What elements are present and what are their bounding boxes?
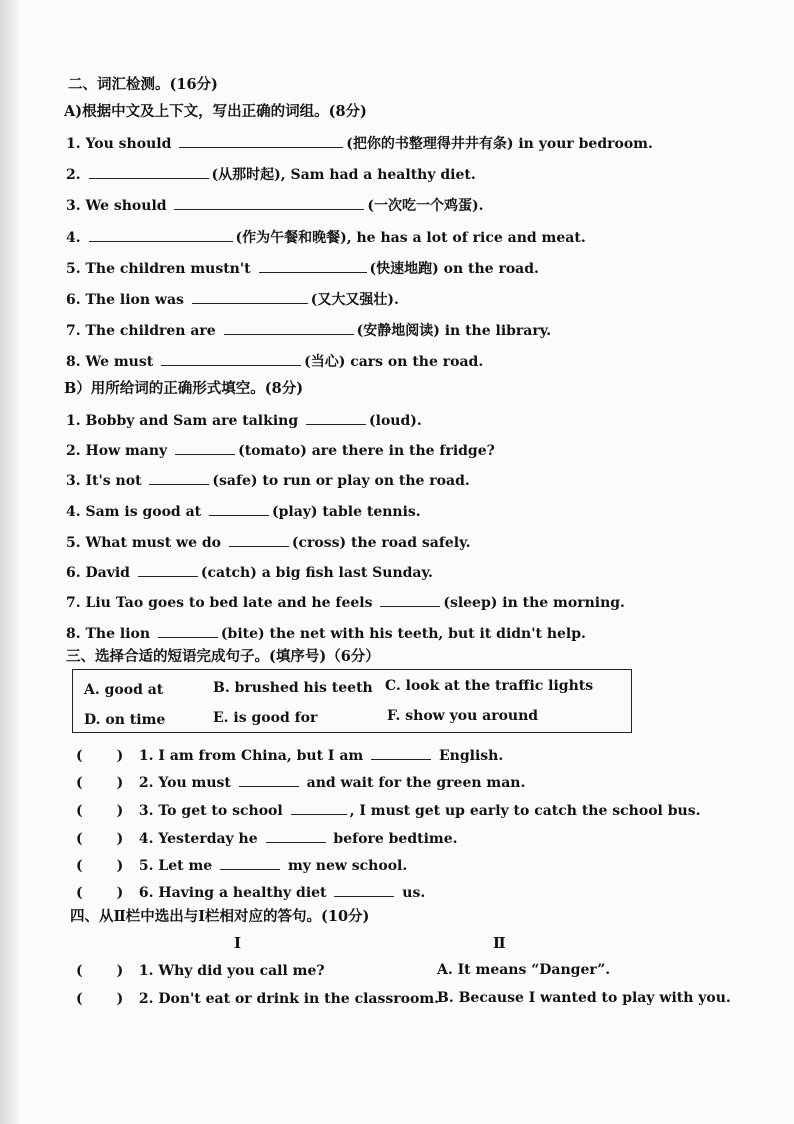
answer-paren[interactable]: ( )	[76, 775, 124, 791]
answer-paren[interactable]: ( )	[76, 991, 124, 1007]
partB-item-2: 2. How many (tomato) are there in the fridge?	[66, 443, 495, 459]
section4-title: 四、从Ⅱ栏中选出与Ⅰ栏相对应的答句。(10分)	[70, 908, 370, 925]
answer-paren[interactable]: ( )	[76, 748, 124, 764]
answer-blank[interactable]	[259, 259, 367, 273]
option-d: D. on time	[84, 712, 166, 728]
answer-blank[interactable]	[334, 883, 394, 897]
section3-item-3: ( ) 3. To get to school , I must get up early to catch the school bus.	[76, 803, 701, 819]
partB-item-5: 5. What must we do (cross) the road safely.	[66, 535, 471, 551]
answer-blank[interactable]	[291, 801, 347, 815]
option-c: C. look at the traffic lights	[385, 678, 594, 694]
partA-item-6: 6. The lion was (又大又强壮).	[66, 292, 399, 308]
answer-blank[interactable]	[229, 533, 289, 547]
partA-item-2: 2. (从那时起), Sam had a healthy diet.	[66, 167, 476, 183]
partB-item-6: 6. David (catch) a big fish last Sunday.	[66, 565, 433, 581]
partB-item-3: 3. It's not (safe) to run or play on the road.	[66, 473, 470, 489]
answer-blank[interactable]	[161, 352, 301, 366]
answer-paren[interactable]: ( )	[76, 858, 124, 874]
partB-item-1: 1. Bobby and Sam are talking (loud).	[66, 413, 422, 429]
answer-paren[interactable]: ( )	[76, 803, 124, 819]
answer-blank[interactable]	[239, 773, 299, 787]
answer-blank[interactable]	[224, 321, 354, 335]
partA-item-7: 7. The children are (安静地阅读) in the library.	[66, 323, 552, 339]
answer-blank[interactable]	[138, 563, 198, 577]
column-ii-header: Ⅱ	[493, 934, 506, 952]
option-e: E. is good for	[213, 710, 318, 726]
section3-item-1: ( ) 1. I am from China, but I am English.	[76, 748, 504, 764]
section3-item-5: ( ) 5. Let me my new school.	[76, 858, 408, 874]
partA-item-8: 8. We must (当心) cars on the road.	[66, 354, 484, 370]
partA-item-3: 3. We should (一次吃一个鸡蛋).	[66, 198, 484, 214]
answer-paren[interactable]: ( )	[76, 885, 124, 901]
answer-blank[interactable]	[89, 228, 233, 242]
answer-blank[interactable]	[380, 593, 440, 607]
answer-blank[interactable]	[220, 856, 280, 870]
answer-blank[interactable]	[192, 290, 308, 304]
scan-edge-shadow	[0, 0, 18, 1124]
partB-item-4: 4. Sam is good at (play) table tennis.	[66, 504, 421, 520]
partB-item-8: 8. The lion (bite) the net with his teeth, but it didn't help.	[66, 626, 586, 642]
options-box	[72, 669, 632, 733]
option-f: F. show you around	[387, 708, 539, 724]
partA-title: A)根据中文及上下文，写出正确的词组。(8分)	[64, 103, 367, 120]
column-i-header: Ⅰ	[234, 934, 242, 952]
section3-item-4: ( ) 4. Yesterday he before bedtime.	[76, 831, 458, 847]
section2-title: 二、词汇检测。(16分)	[68, 76, 218, 93]
section4-item-2: ( ) 2. Don't eat or drink in the classroom.	[76, 991, 440, 1007]
section3-item-2: ( ) 2. You must and wait for the green man.	[76, 775, 526, 791]
partB-title: B）用所给词的正确形式填空。(8分)	[64, 380, 304, 397]
section4-answer-b: B. Because I wanted to play with you.	[437, 990, 731, 1006]
answer-paren[interactable]: ( )	[76, 963, 124, 979]
option-b: B. brushed his teeth	[213, 680, 373, 696]
section3-item-6: ( ) 6. Having a healthy diet us.	[76, 885, 426, 901]
answer-blank[interactable]	[306, 411, 366, 425]
answer-blank[interactable]	[158, 624, 218, 638]
answer-blank[interactable]	[174, 196, 364, 210]
section3-title: 三、选择合适的短语完成句子。(填序号)（6分）	[66, 648, 380, 665]
answer-blank[interactable]	[89, 165, 209, 179]
answer-blank[interactable]	[179, 134, 343, 148]
answer-paren[interactable]: ( )	[76, 831, 124, 847]
partA-item-1: 1. You should (把你的书整理得井井有条) in your bedroom.	[66, 136, 653, 152]
answer-blank[interactable]	[266, 829, 326, 843]
option-a: A. good at	[84, 682, 164, 698]
partB-item-7: 7. Liu Tao goes to bed late and he feels (sleep) in the morning.	[66, 595, 625, 611]
answer-blank[interactable]	[371, 746, 431, 760]
section4-item-1: ( ) 1. Why did you call me?	[76, 963, 325, 979]
partA-item-5: 5. The children mustn't (快速地跑) on the road.	[66, 261, 539, 277]
answer-blank[interactable]	[149, 471, 209, 485]
answer-blank[interactable]	[175, 441, 235, 455]
section4-answer-a: A. It means “Danger”.	[437, 962, 611, 978]
answer-blank[interactable]	[209, 502, 269, 516]
partA-item-4: 4. (作为午餐和晚餐), he has a lot of rice and meat.	[66, 230, 586, 246]
